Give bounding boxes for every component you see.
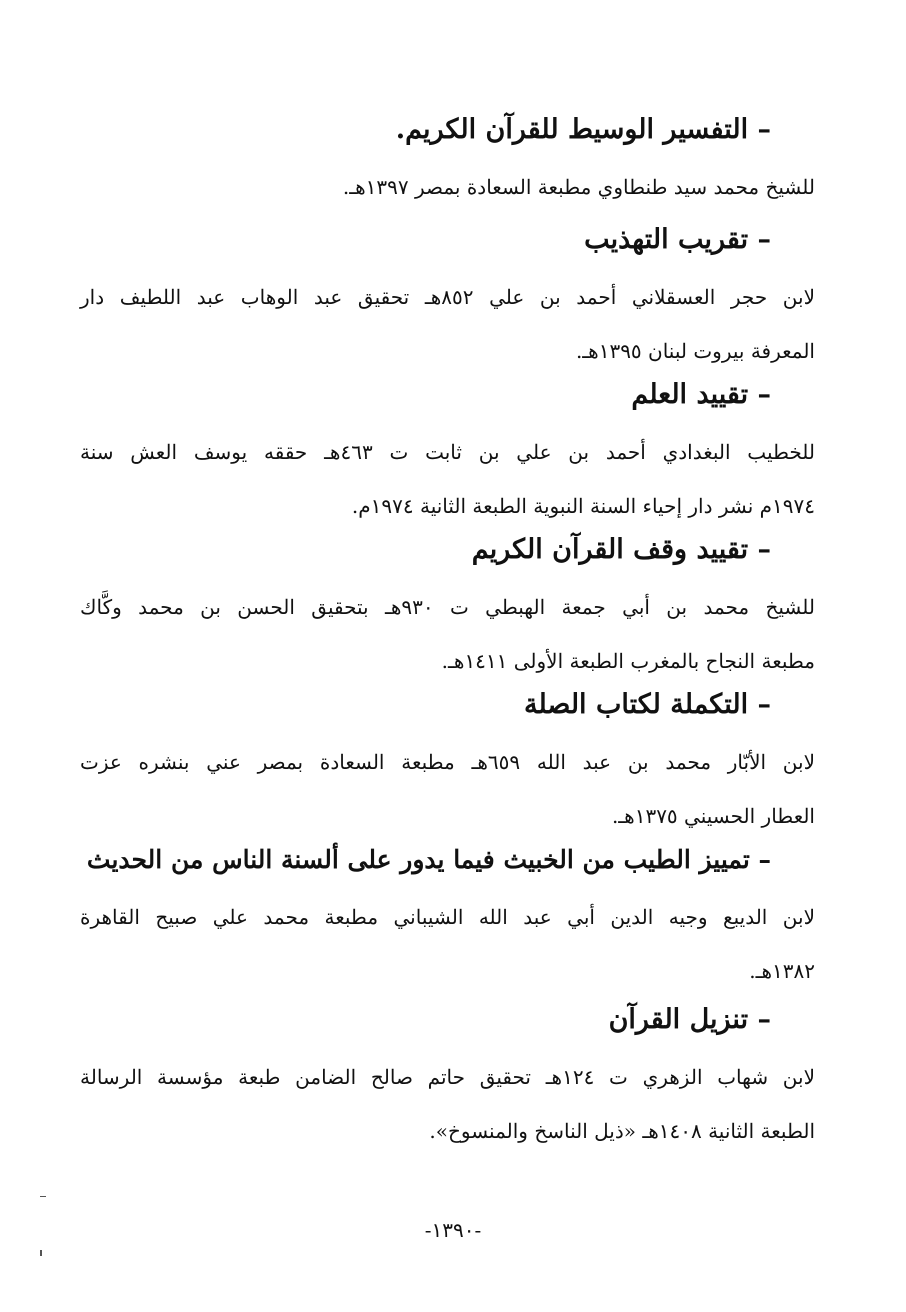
entry-line: للخطيب البغدادي أحمد بن علي بن ثابت ت ٤٦٣هـ حققه يوسف العش سنة (80, 440, 816, 464)
entry-line: مطبعة النجاح بالمغرب الطبعة الأولى ١٤١١هـ. (441, 649, 815, 673)
entry-title: – التفسير الوسيط للقرآن الكريم. (395, 114, 771, 145)
entry-description (80, 425, 815, 533)
page-number: -١٣٩٠- (424, 1218, 482, 1242)
entry-line: العطار الحسيني ١٣٧٥هـ. (611, 804, 815, 828)
bibliography-entry (80, 218, 815, 378)
entry-line: ١٣٨٢هـ. (749, 959, 815, 983)
bibliography-entry (80, 528, 815, 688)
entry-line: المعرفة بيروت لبنان ١٣٩٥هـ. (575, 339, 815, 363)
entry-title: – تمييز الطيب من الخبيث فيما يدور على ألسنة الناس من الحديث (86, 845, 771, 874)
entry-description (80, 160, 815, 214)
bibliography-entry (80, 683, 815, 843)
entry-title: – تقييد العلم (631, 379, 771, 410)
bibliography-entry (80, 108, 815, 214)
entry-description (80, 580, 815, 688)
entry-title: – التكملة لكتاب الصلة (524, 689, 771, 720)
entry-title: – تقريب التهذيب (584, 224, 771, 255)
entry-line: لابن الديبع وجيه الدين أبي عبد الله الشيباني مطبعة محمد علي صبيح القاهرة (80, 905, 815, 929)
bibliography-entry (80, 373, 815, 533)
entry-line: لابن الأبّار محمد بن عبد الله ٦٥٩هـ مطبعة السعادة بمصر عني بنشره عزت (80, 750, 815, 774)
entry-line: لابن شهاب الزهري ت ١٢٤هـ تحقيق حاتم صالح الضامن طبعة مؤسسة الرسالة (80, 1065, 815, 1089)
entry-description (80, 1050, 815, 1158)
document-page (80, 0, 815, 1312)
entry-line: ١٩٧٤م نشر دار إحياء السنة النبوية الطبعة الثانية ١٩٧٤م. (351, 494, 815, 518)
entry-line: للشيخ محمد سيد طنطاوي مطبعة السعادة بمصر ١٣٩٧هـ. (342, 175, 815, 199)
entry-line: للشيخ محمد بن أبي جمعة الهبطي ت ٩٣٠هـ بتحقيق الحسن بن محمد وكَّاك (80, 595, 815, 619)
entry-title: – تقييد وقف القرآن الكريم (471, 534, 771, 565)
entry-description (80, 890, 815, 998)
bibliography-entry (80, 838, 815, 998)
entry-title: – تنزيل القرآن (608, 1004, 771, 1035)
entry-line: الطبعة الثانية ١٤٠٨هـ «ذيل الناسخ والمنسوخ». (429, 1119, 815, 1143)
bibliography-entry (80, 998, 815, 1158)
entry-description (80, 270, 815, 378)
margin-mark (40, 1196, 46, 1197)
entry-description (80, 735, 815, 843)
entry-line: لابن حجر العسقلاني أحمد بن علي ٨٥٢هـ تحقيق عبد الوهاب عبد اللطيف دار (80, 285, 815, 309)
margin-mark (40, 1250, 42, 1256)
